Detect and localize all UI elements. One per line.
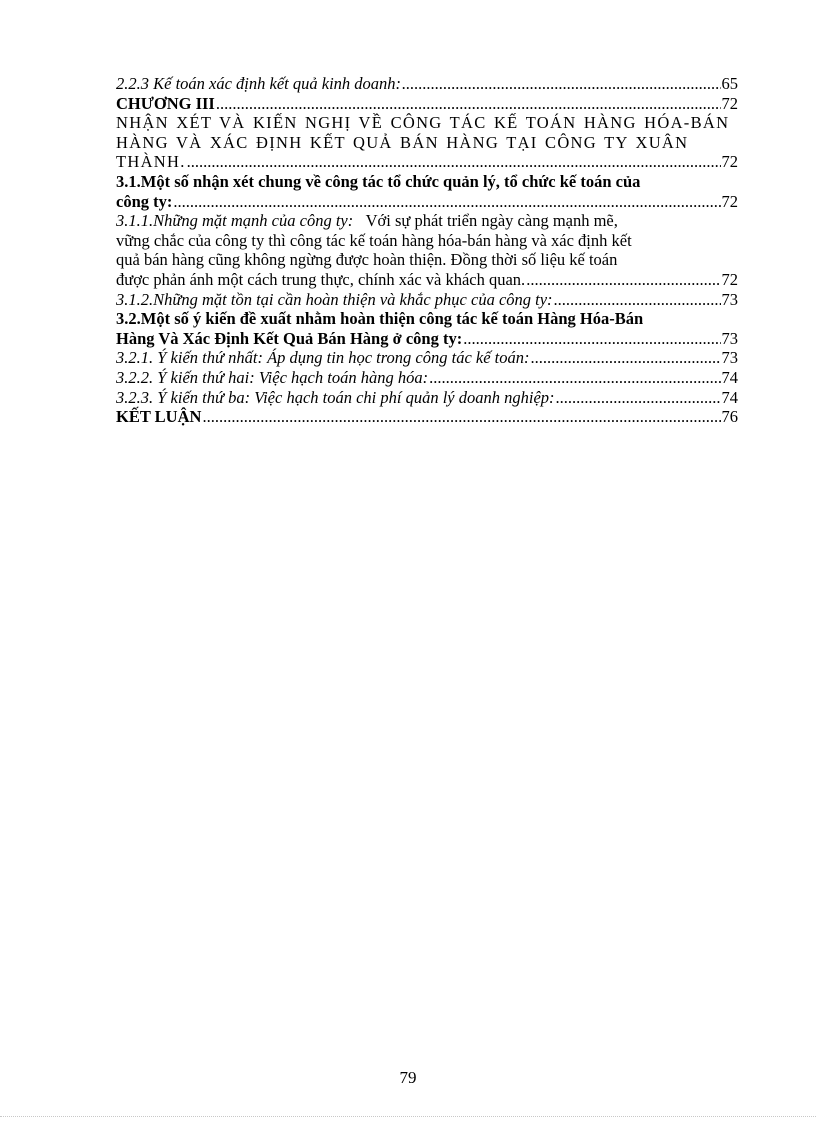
toc-entry-title: 2.2.3 Kế toán xác định kết quả kinh doanh: [116, 74, 402, 93]
toc-entry-chapter-3-title[interactable] [116, 113, 738, 152]
toc-entry-title-line: Hàng Và Xác Định Kết Quả Bán Hàng ở công ty: [116, 328, 463, 348]
toc-entry-title-line: công ty: [116, 191, 173, 211]
toc-leader-dots [402, 74, 720, 94]
toc-entry-body-line: quả bán hàng cũng không ngừng được hoàn thiện. Đồng thời số liệu kế toán [116, 250, 618, 270]
toc-entry-2-2-3[interactable] [116, 74, 738, 94]
toc-entry-3-2-2[interactable] [116, 368, 738, 388]
toc-leader-dots [429, 368, 720, 388]
toc-entry-title: 3.2.1. Ý kiến thứ nhất: Áp dụng tin học trong công tác kế toán: [116, 348, 530, 368]
toc-page-number: 73 [721, 328, 738, 348]
toc-entry-3-1-end[interactable] [116, 192, 738, 212]
toc-entry-heading: 3.1.1.Những mặt mạnh của công ty: [116, 211, 354, 231]
toc-entry-title: 3.1.2.Những mặt tồn tại cần hoàn thiện và khắc phục của công ty: [116, 289, 553, 309]
toc-entry-3-1-2[interactable] [116, 290, 738, 310]
toc-entry-chapter-3-title-end[interactable] [116, 152, 738, 172]
toc-entry-title: KẾT LUẬN [116, 407, 202, 427]
toc-entry-title-line: NHẬN XÉT VÀ KIẾN NGHỊ VỀ CÔNG TÁC KẾ TOÁN HÀNG HÓA-BÁN [116, 113, 730, 133]
page-bottom-divider [0, 1116, 816, 1117]
toc-entry-conclusion[interactable] [116, 407, 738, 427]
toc-entry-chapter-3[interactable] [116, 94, 738, 114]
toc-leader-dots [531, 348, 721, 368]
toc-page-number: 74 [721, 367, 738, 387]
toc-entry-title: 3.2.2. Ý kiến thứ hai: Việc hạch toán hàng hóa: [116, 367, 429, 387]
toc-entry-3-2-1[interactable] [116, 348, 738, 368]
toc-entry-line [116, 211, 738, 231]
toc-entry-body-line: vững chắc của công ty thì công tác kế toán hàng hóa-bán hàng và xác định kết [116, 230, 632, 250]
toc-page-number: 72 [721, 191, 738, 211]
toc-page-number: 73 [721, 289, 738, 309]
toc-page-number: 72 [721, 152, 738, 172]
toc-entry-3-1-1[interactable] [116, 211, 738, 270]
toc-leader-dots [463, 329, 720, 349]
toc-entry-3-1[interactable] [116, 172, 738, 192]
toc-leader-dots [173, 192, 720, 212]
toc-leader-dots [216, 94, 721, 114]
toc-entry-3-2-3[interactable] [116, 388, 738, 408]
toc-entry-3-2[interactable] [116, 309, 738, 329]
toc-entry-title-line: 3.2.Một số ý kiến đề xuất nhằm hoàn thiện công tác kế toán Hàng Hóa-Bán [116, 309, 644, 329]
toc-leader-dots [526, 270, 720, 290]
page-number: 79 [399, 1068, 417, 1087]
toc-leader-dots [202, 407, 720, 427]
toc-entry-title: CHƯƠNG III [116, 93, 215, 113]
toc-leader-dots [556, 388, 721, 408]
toc-entry-title-line: 3.1.Một số nhận xét chung về công tác tổ chức quản lý, tổ chức kế toán của [116, 171, 641, 191]
toc-leader-dots [554, 290, 721, 310]
toc-page-number: 72 [721, 93, 738, 113]
toc-entry-title-line: HÀNG VÀ XÁC ĐỊNH KẾT QUẢ BÁN HÀNG TẠI CÔNG TY XUÂN [116, 132, 689, 152]
toc-page-number: 73 [721, 348, 738, 368]
toc-page-number: 76 [721, 407, 738, 427]
table-of-contents [116, 74, 738, 427]
toc-page-number: 72 [721, 269, 738, 289]
toc-entry-title-line: THÀNH. [116, 152, 186, 172]
toc-entry-title: 3.2.3. Ý kiến thứ ba: Việc hạch toán chi phí quản lý doanh nghiệp: [116, 387, 555, 407]
toc-leader-dots [187, 152, 721, 172]
toc-entry-body: Với sự phát triển ngày càng mạnh mẽ, [365, 211, 618, 231]
toc-entry-body-line: được phản ánh một cách trung thực, chính xác và khách quan. [116, 269, 526, 289]
toc-entry-3-1-1-end[interactable] [116, 270, 738, 290]
toc-entry-3-2-end[interactable] [116, 329, 738, 349]
toc-page-number: 65 [721, 74, 738, 93]
toc-page-number: 74 [721, 387, 738, 407]
